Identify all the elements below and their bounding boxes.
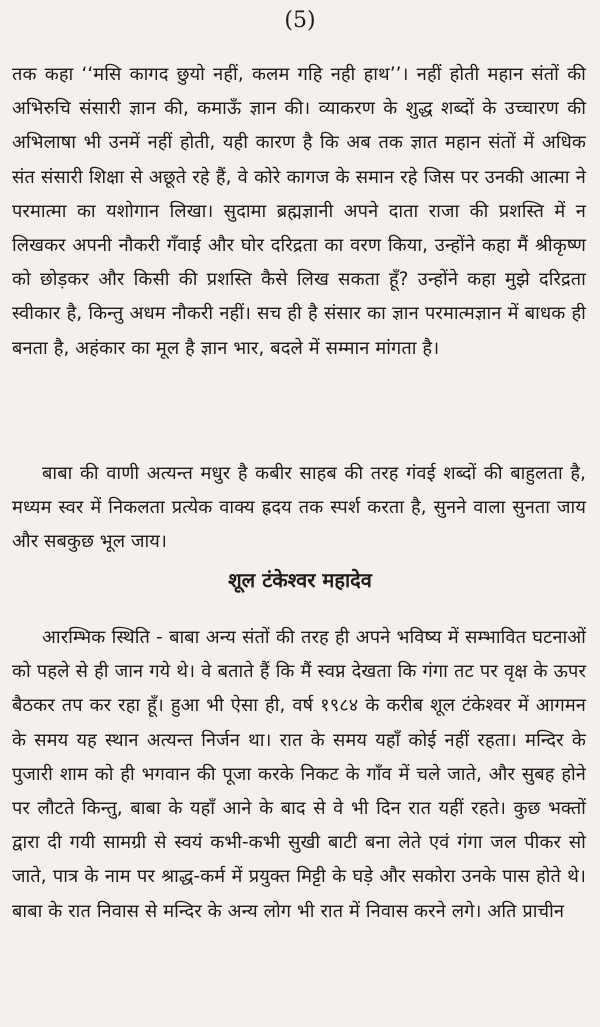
paragraph-sant-gyan: तक कहा ‘‘मसि कागद छुयो नहीं, कलम गहि नही हाथ’’। नहीं होती महान संतों की अभिरुचि संसारी ज्ञान की, कमाऊँ ज्ञान की। व्याकरण के शुद्ध शब्दों के उच्चारण की अभिलाषा भी उनमें नहीं होती, यही कारण है कि अब तक ज्ञात महान संतों में अधिक संत संसारी शिक्षा से अछूते रहे हैं, वे कोरे कागज के समान रहे जिस पर उनकी आत्मा ने परमात्मा का यशोगान लिखा। सुदामा ब्रह्मज्ञानी अपने दाता राजा की प्रशस्ति में न लिखकर अपनी नौकरी गँवाई और घोर दरिद्रता का वरण किया, उन्होंने कहा मैं श्रीकृष्ण को छोड़कर और किसी की प्रशस्ति कैसे लिख सकता हूँ? उन्होंने कहा मुझे दरिद्रता स्वीकार है, किन्तु अधम नौकरी नहीं। सच ही है संसार का ज्ञान परमात्मज्ञान में बाधक ही बनता है, अहंकार का मूल है ज्ञान भार, बदले में सम्मान मांगता है। [12, 64, 586, 359]
paragraph-baba-vani: बाबा की वाणी अत्यन्त मधुर है कबीर साहब की तरह गंवई शब्दों की बाहुलता है, मध्यम स्वर में निकलता प्रत्येक वाक्य ह्रदय तक स्पर्श करता है, सुनने वाला सुनता जाय और सबकुछ भूल जाय। [12, 463, 586, 553]
section-heading: शूल टंकेश्वर महादेव [228, 568, 372, 592]
paragraph-arambhik-sthiti: आरम्भिक स्थिति - बाबा अन्य संतों की तरह ही अपने भविष्य में सम्भावित घटनाओं को पहले से ही जान गये थे। वे बताते हैं कि मैं स्वप्न देखता कि गंगा तट पर वृक्ष के ऊपर बैठकर तप कर रहा हूँ। हुआ भी ऐसा ही, वर्ष १९८४ के करीब शूल टंकेश्वर में आगमन के समय यह स्थान अत्यन्त निर्जन था। रात के समय यहाँ कोई नहीं रहता। मन्दिर के पुजारी शाम को ही भगवान की पूजा करके निकट के गाँव में चले जाते, और सुबह होने पर लौटते किन्तु, बाबा के यहाँ आने के बाद से वे भी दिन रात यहीं रहते। कुछ भक्तों द्वारा दी गयी सामग्री से स्वयं कभी-कभी सुखी बाटी बना लेते एवं गंगा जल पीकर सो जाते, पात्र के नाम पर श्राद्ध-कर्म में प्रयुक्त मिट्टी के घड़े और सकोरा उनके पास होते थे। बाबा के रात निवास से मन्दिर के अन्य लोग भी रात में निवास करने लगे। अति प्राचीन [12, 627, 586, 922]
page-number: (5) [284, 8, 316, 33]
